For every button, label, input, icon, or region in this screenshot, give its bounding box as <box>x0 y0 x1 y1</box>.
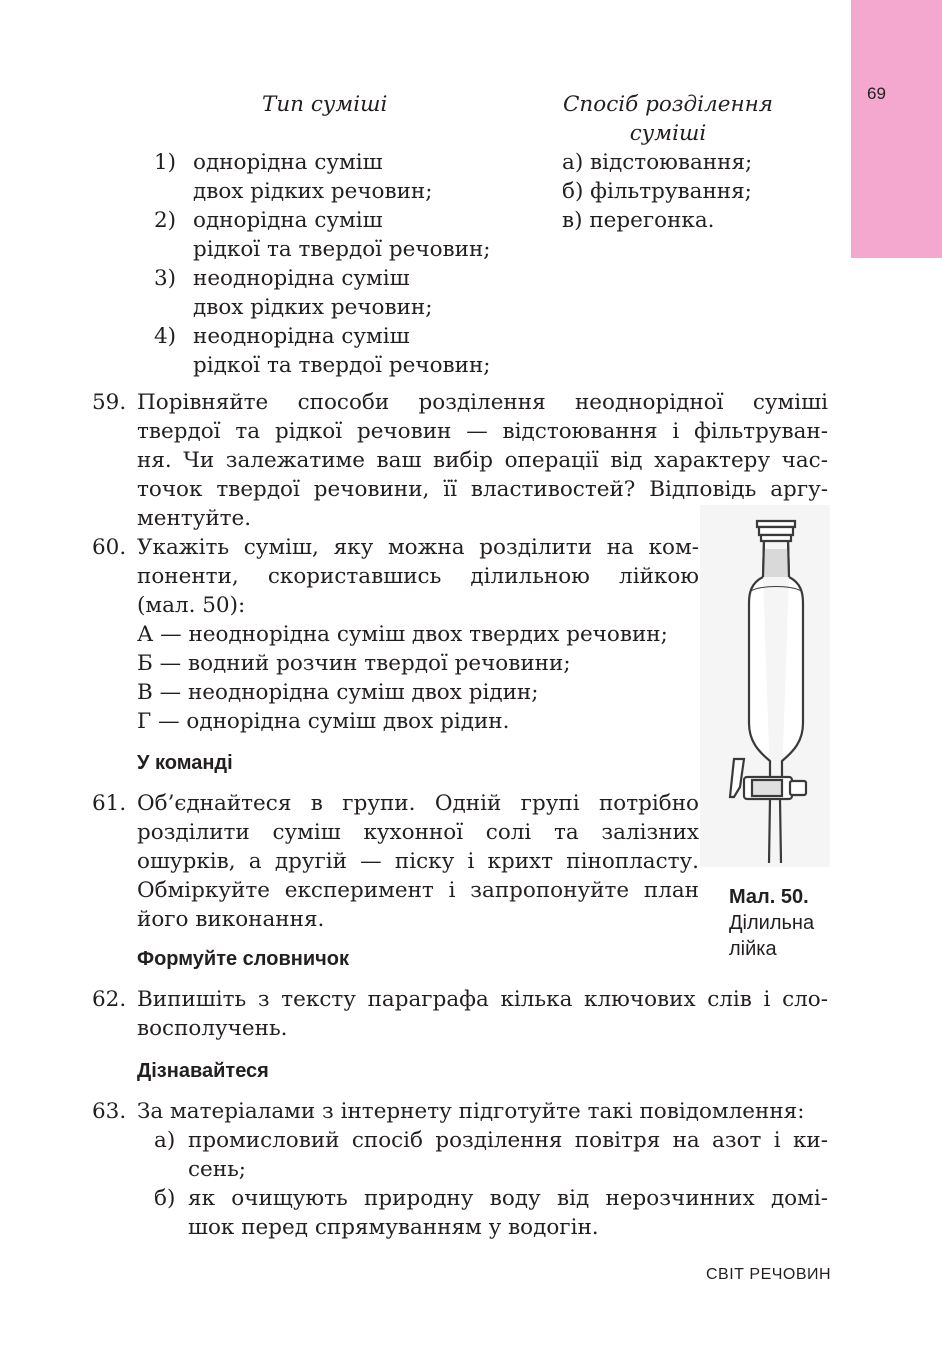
text-line: сень; <box>188 1157 247 1182</box>
figure-caption <box>729 884 814 962</box>
answer-d: Г — однорідна суміш двох рідин. <box>137 709 510 734</box>
q63-item-b <box>188 1184 828 1242</box>
col2-header-line2: суміші <box>629 121 707 146</box>
footer-book-title: СВІТ РЕЧОВИН <box>706 1266 832 1283</box>
text-line: восполучень. <box>137 1016 288 1041</box>
q61-text <box>137 789 699 934</box>
answer-b: Б — водний розчин твердої речовини; <box>137 651 571 676</box>
text-line: ошурків, а другій — піску і крихт пінопласту. <box>137 849 699 874</box>
text-line: ня. Чи залежатиме ваш вибір операції від характеру час- <box>137 448 828 473</box>
text-line: як очищують природну воду від нерозчинних домі- <box>188 1186 828 1211</box>
caption-label: Мал. 50. <box>729 886 809 908</box>
text-line: поненти, скориставшись ділильною лійкою <box>137 564 699 589</box>
caption-line: Ділильна <box>729 912 815 934</box>
text-line: його виконання. <box>137 907 325 932</box>
section-heading-vocab: Формуйте словничок <box>137 948 349 970</box>
answer-c: В — неоднорідна суміш двох рідин; <box>137 680 539 705</box>
q61-number: 61. <box>92 791 127 816</box>
q63-item-a <box>188 1126 828 1184</box>
page-number: 69 <box>867 84 886 103</box>
page-tab <box>851 0 942 258</box>
section-heading-team: У команді <box>137 752 233 774</box>
q62-text <box>137 985 828 1043</box>
text-line: шок перед спрямуванням у водогін. <box>188 1215 599 1240</box>
item-number: 1) <box>154 150 177 175</box>
item-number: 4) <box>154 324 177 349</box>
text-line: ментуйте. <box>137 506 252 531</box>
text-line: (мал. 50): <box>137 593 246 618</box>
col2-header-line1: Спосіб розділення <box>562 92 774 117</box>
q60-text <box>137 533 699 736</box>
text-line: твердої та рідкої речовин — відстоювання і фільтруван- <box>137 419 828 444</box>
q63-item-a-label: а) <box>154 1128 176 1153</box>
text-line: Укажіть суміш, яку можна розділити на ком- <box>137 535 699 560</box>
item-line: рідкої та твердої речовин; <box>193 237 491 262</box>
item-number: 3) <box>154 266 177 291</box>
q63-item-b-label: б) <box>154 1186 176 1211</box>
text-line: промисловий спосіб розділення повітря на азот і ки- <box>188 1128 828 1153</box>
item-line: двох рідких речовин; <box>193 179 433 204</box>
separatory-funnel-icon <box>700 505 830 867</box>
q60-number: 60. <box>92 535 127 560</box>
item-line: неоднорідна суміш <box>193 324 410 349</box>
col1-header: Тип суміші <box>262 92 388 117</box>
item-line: рідкої та твердої речовин; <box>193 353 491 378</box>
text-line: розділити суміш кухонної солі та залізних <box>137 820 699 845</box>
text-line: Випишіть з тексту параграфа кілька ключових слів і сло- <box>137 987 828 1012</box>
item-line: однорідна суміш <box>193 150 383 175</box>
q59-number: 59. <box>92 390 127 415</box>
option-c: в) перегонка. <box>562 208 715 233</box>
separation-options <box>562 148 752 235</box>
option-b: б) фільтрування; <box>562 179 752 204</box>
text-line: Обміркуйте експеримент і запропонуйте план <box>137 878 699 903</box>
item-line: неоднорідна суміш <box>193 266 410 291</box>
item-line: однорідна суміш <box>193 208 383 233</box>
answer-a: А — неоднорідна суміш двох твердих речовин; <box>137 622 668 647</box>
text-line: точок твердої речовини, її властивостей? Відповідь аргу- <box>137 477 828 502</box>
q63-intro: За матеріалами з інтернету підготуйте такі повідомлення: <box>137 1099 805 1124</box>
option-a: а) відстоювання; <box>562 150 753 175</box>
text-line: Об’єднайтеся в групи. Одній групі потрібно <box>137 791 699 816</box>
item-number: 2) <box>154 208 177 233</box>
section-heading-learn: Дізнавайтеся <box>137 1060 269 1082</box>
q63-number: 63. <box>92 1099 127 1124</box>
text-line: Порівняйте способи розділення неоднорідної суміші <box>137 390 828 415</box>
caption-line: лійка <box>729 938 777 960</box>
item-line: двох рідких речовин; <box>193 295 433 320</box>
q62-number: 62. <box>92 987 127 1012</box>
